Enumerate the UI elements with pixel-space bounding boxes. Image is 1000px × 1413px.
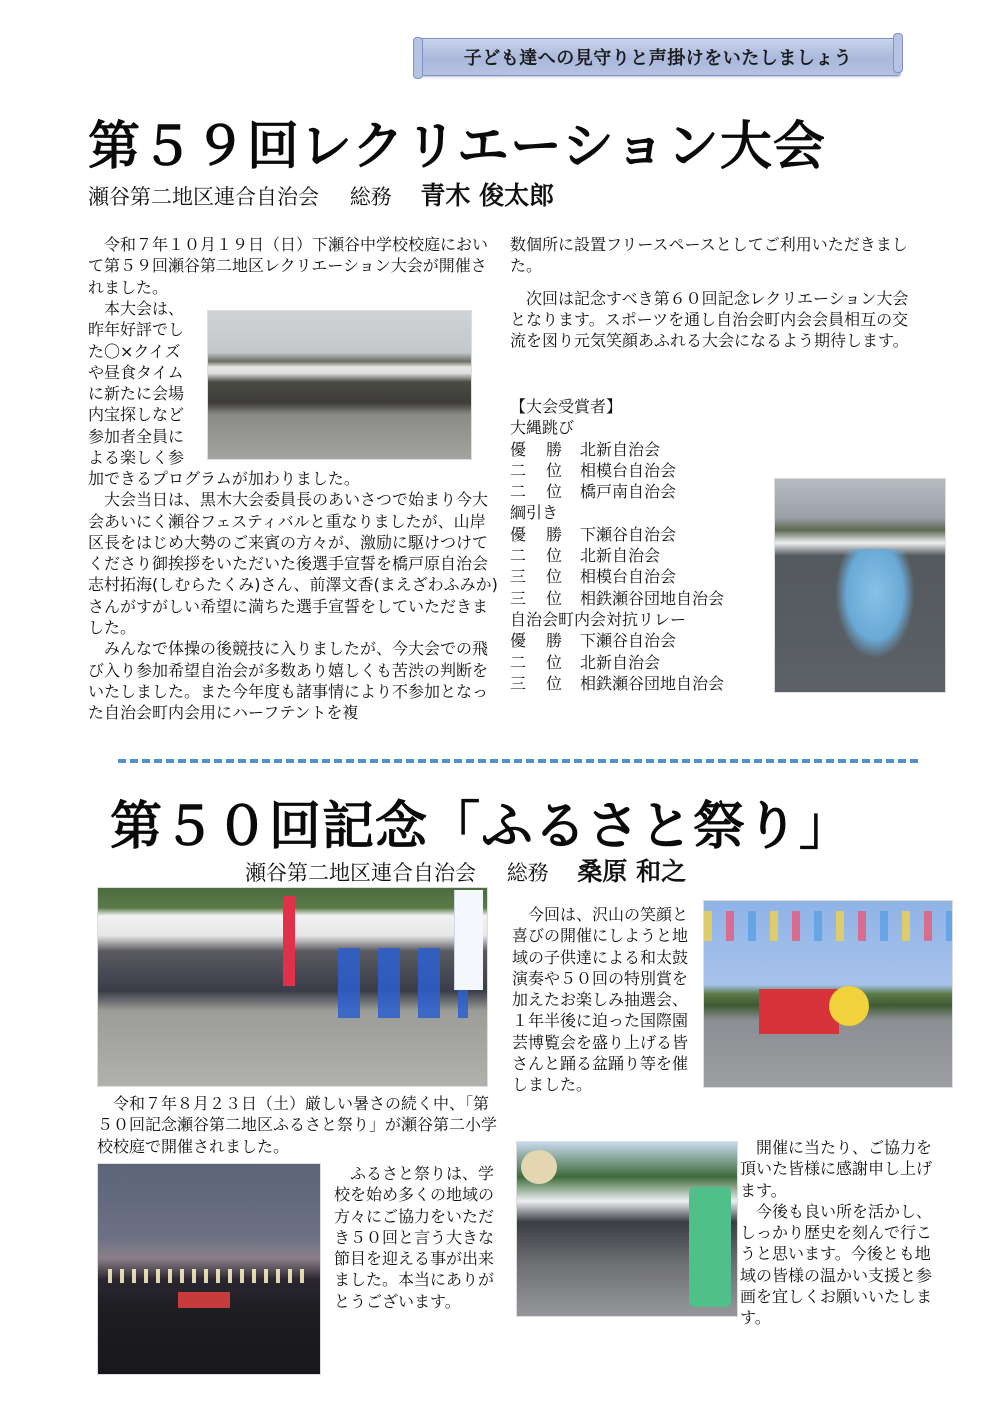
rank-char: 優 <box>510 524 527 544</box>
rank-char: 位 <box>546 546 563 566</box>
byline-organization: 瀬谷第二地区連合自治会 <box>88 185 319 209</box>
award-row <box>510 481 770 502</box>
photo-detail <box>689 1187 731 1307</box>
rank-char: 三 <box>510 673 527 693</box>
article1-right-column <box>510 234 922 351</box>
team-name: 北新自治会 <box>580 652 661 672</box>
rank-char: 三 <box>510 588 527 608</box>
body-paragraph: 次回は記念すべき第６０回記念レクリエーション大会となります。スポーツを通し自治会町内会会員相互の交流を図り元気笑顔あふれる大会になるよう期待します。 <box>510 288 909 351</box>
article2-text-bottom-right <box>740 1137 940 1329</box>
award-row <box>510 545 770 566</box>
body-paragraph: ふるさと祭りは、学校を始め多くの地域の方々にご協力をいただき５０回と言う大きな節目を迎える事が出来ました。本当にありがとうございます。 <box>334 1164 495 1311</box>
award-row <box>510 652 770 673</box>
photo-opening-ceremony <box>97 887 488 1087</box>
article2-title: 第５０回記念「ふるさと祭り」 <box>110 797 853 857</box>
article1-title: 第５９回レクリエーション大会 <box>88 117 826 177</box>
rank-char: 優 <box>510 439 527 459</box>
photo-detail <box>108 1269 308 1283</box>
article2-text-bottom-center <box>334 1163 504 1312</box>
rank-char: 勝 <box>546 439 563 459</box>
photo-night-festival <box>97 1163 321 1375</box>
scroll-curl-right <box>893 33 903 73</box>
photo-detail <box>338 948 468 1018</box>
body-paragraph: 大会当日は、黒木大会委員長のあいさつで始まり今大会あいにく瀬谷フェスティバルと重なりましたが、山岸区長をはじめ大勢のご来賓の方々が、激励に駆けつけてくださり御挨拶をいただいた後選手宣誓を橋戸原自治会志村拓海(しむらたくみ)さん、前澤文香(まえざわふみか)さんがすがしい希望に満ちた選手宣誓をしていただきました。 <box>88 490 498 638</box>
awards-list <box>510 396 770 694</box>
photo-tug-of-war <box>774 478 946 693</box>
rank-char: 位 <box>546 460 563 480</box>
wrap-line: 参加者全員に <box>88 426 185 446</box>
event-name: 大縄跳び <box>510 418 575 438</box>
award-row <box>510 439 770 460</box>
body-paragraph: 加できるプログラムが加わりました。 <box>88 469 360 488</box>
wrap-line: や昼食タイム <box>88 362 184 382</box>
banner-text: 子ども達への見守りと声掛けをいたしましょう <box>463 48 853 69</box>
team-name: 北新自治会 <box>580 546 661 566</box>
rank-char: 位 <box>546 673 563 693</box>
rank-char: 位 <box>546 588 563 608</box>
photo-detail <box>521 1150 557 1184</box>
team-name: 相模台自治会 <box>580 567 677 587</box>
event-name: 自治会町内会対抗リレー <box>510 609 687 629</box>
body-paragraph: 数個所に設置フリースペースとしてご利用いただきました。 <box>510 235 908 276</box>
header-banner <box>416 38 900 76</box>
article1-wrap-text <box>88 298 200 468</box>
event-name: 綱引き <box>510 503 559 523</box>
intro-paragraph: 令和７年１０月１９日（日）下瀬谷中学校校庭において第５９回瀬谷第二地区レクリエーション大会が開催されました。 <box>88 235 489 297</box>
photo-detail <box>829 986 869 1026</box>
article1-body <box>88 468 500 724</box>
wrap-line: よる楽しく参 <box>88 448 185 468</box>
rank-char: 位 <box>546 567 563 587</box>
body-paragraph: みんなで体操の後競技に入りましたが、今大会での飛び入り参加希望自治会が多数あり嬉しくも苦渋の判断をいたしました。また今年度も諸事情により不参加となった自治会町内会用にハーフテントを複 <box>88 639 489 723</box>
wrap-line: た〇×クイズ <box>88 341 181 361</box>
article2-byline <box>245 852 686 888</box>
wrap-line: 内宝探しなど <box>88 405 185 425</box>
team-name: 相模台自治会 <box>580 460 677 480</box>
article2-text-top-right <box>512 904 692 1096</box>
byline-role: 総務 <box>506 861 549 885</box>
award-row <box>510 524 770 545</box>
award-row <box>510 566 770 587</box>
photo-detail <box>759 989 839 1034</box>
photo-detail <box>283 896 295 986</box>
rank-char: 勝 <box>546 631 563 651</box>
rank-char: 位 <box>546 482 563 502</box>
body-paragraph: 開催に当たり、ご協力を頂いた皆様に感謝申し上げます。 <box>740 1138 933 1200</box>
article1-byline <box>88 176 554 212</box>
team-name: 北新自治会 <box>580 439 661 459</box>
team-name: 下瀬谷自治会 <box>580 631 677 651</box>
award-row <box>510 588 770 609</box>
byline-role: 総務 <box>349 185 392 209</box>
rank-char: 二 <box>510 482 527 502</box>
photo-sports-day-venue <box>207 310 472 460</box>
wrap-line: 本大会は、 <box>104 299 185 318</box>
photo-detail <box>704 911 952 941</box>
photo-detail <box>835 549 915 659</box>
photo-taiko-children <box>516 1141 738 1317</box>
awards-heading: 【大会受賞者】 <box>510 397 623 416</box>
rank-char: 位 <box>546 652 563 672</box>
wrap-line: に新たに会場 <box>88 384 185 404</box>
award-row <box>510 673 770 694</box>
team-name: 相鉄瀬谷団地自治会 <box>580 588 725 608</box>
body-paragraph: 令和７年８月２３日（土）厳しい暑さの続く中、「第５０回記念瀬谷第二地区ふるさと祭り」が瀬谷第二小学校校庭で開催されました。 <box>97 1094 498 1156</box>
expo-sign <box>454 890 483 990</box>
photo-bon-dance <box>703 900 953 1088</box>
rank-char: 優 <box>510 631 527 651</box>
rank-char: 二 <box>510 652 527 672</box>
body-paragraph: 今回は、沢山の笑顔と喜びの開催にしようと地域の子供達による和太鼓演奏や５０回の特別賞を加えたお楽しみ抽選会、１年半後に迫った国際園芸博覧会を盛り上げる皆さんと踊る盆踊り等を催しました。 <box>512 905 689 1095</box>
byline-name: 青木 俊太郎 <box>420 181 555 210</box>
rank-char: 三 <box>510 567 527 587</box>
rank-char: 勝 <box>546 524 563 544</box>
body-paragraph: 今後も良い所を活かし、しっかり歴史を刻んで行こうと思います。今後とも地域の皆様の温かい支援と参画を宜しくお願いいたします。 <box>740 1201 933 1328</box>
article1-intro <box>88 234 500 298</box>
byline-name: 桑原 和之 <box>577 857 687 886</box>
article2-text-middle <box>97 1093 497 1157</box>
wrap-line: 昨年好評でし <box>88 320 185 340</box>
rank-char: 二 <box>510 546 527 566</box>
award-row <box>510 630 770 651</box>
byline-organization: 瀬谷第二地区連合自治会 <box>245 861 476 885</box>
team-name: 相鉄瀬谷団地自治会 <box>580 673 725 693</box>
scroll-curl-left <box>413 37 423 79</box>
award-row <box>510 460 770 481</box>
team-name: 橋戸南自治会 <box>580 482 677 502</box>
team-name: 下瀬谷自治会 <box>580 524 677 544</box>
photo-detail <box>178 1292 230 1308</box>
rank-char: 二 <box>510 460 527 480</box>
section-divider <box>118 759 918 763</box>
